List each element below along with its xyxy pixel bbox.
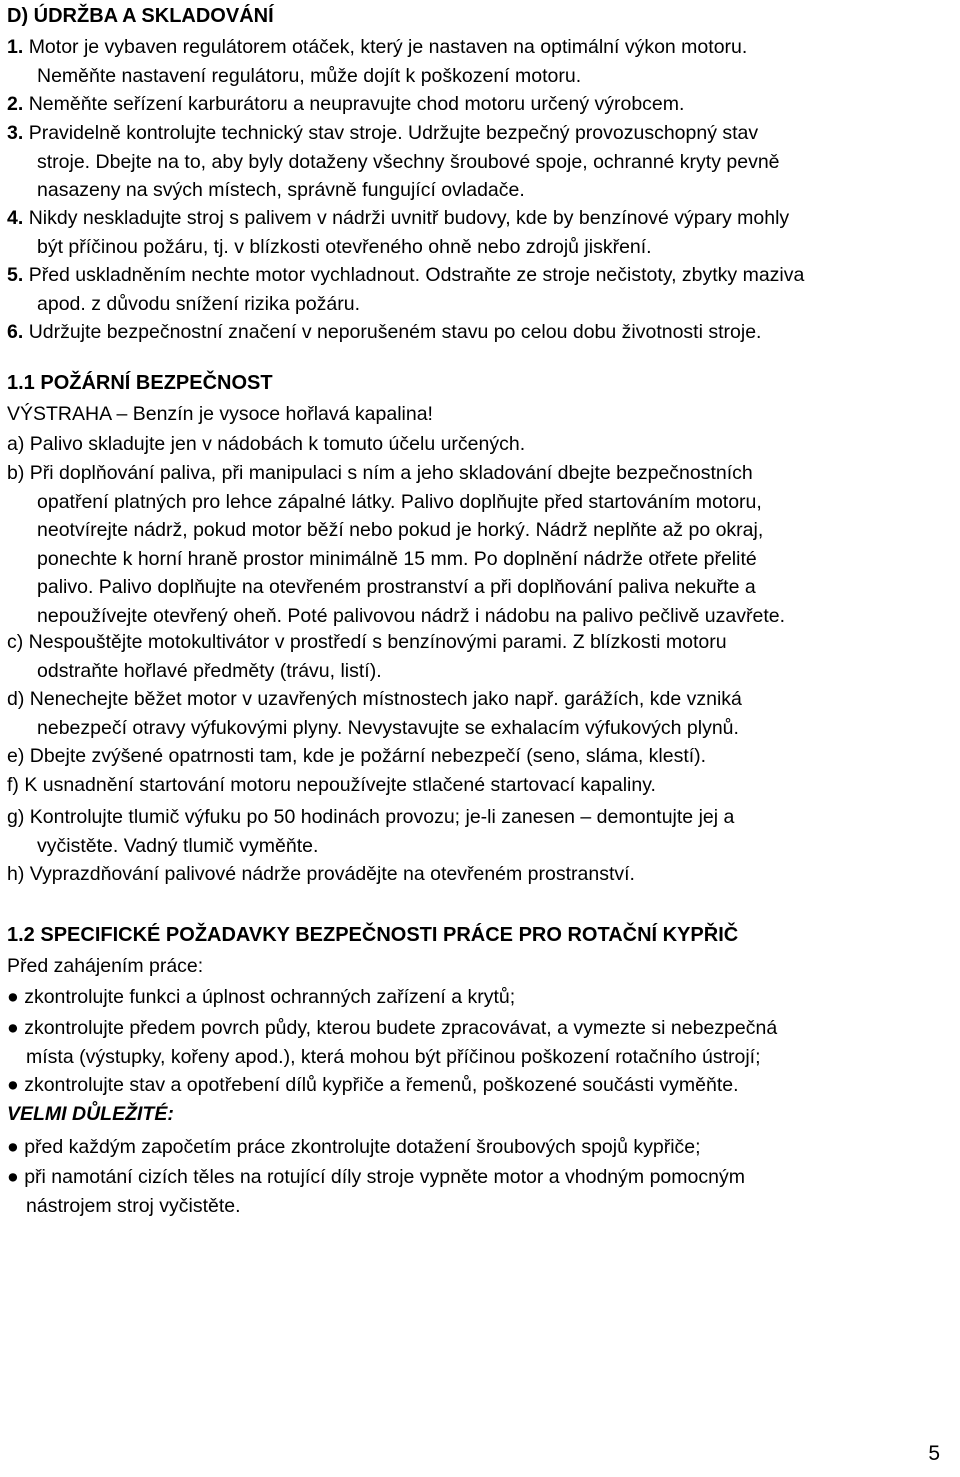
fire-safety-title: 1.1 POŽÁRNÍ BEZPEČNOST	[7, 372, 273, 394]
maintenance-item-2	[7, 90, 684, 119]
important-bolts: ● před každým započetím práce zkontrolujte dotažení šroubových spojů kypřiče;	[7, 1136, 701, 1158]
item-number: 4.	[7, 207, 24, 229]
item-text: Udržujte bezpečnostní značení v neporušeném stavu po celou dobu životnosti stroje.	[28, 321, 762, 343]
item-number: 1.	[7, 36, 24, 58]
fire-safety-item-d: d) Nenechejte běžet motor v uzavřených místnostech jako např. garážích, kde vzniká nebezpečí otravy výfukovými plyny. Nevystavujte se exhalacím výfukových plynů.	[7, 688, 742, 739]
fire-safety-item-b: b) Při doplňování paliva, při manipulaci s ním a jeho skladování dbejte bezpečnostních opatření platných pro lehce zápalné látky. Palivo doplňujte před startováním motoru, neotvírejte nádrž, pokud motor běží nebo pokud je horký. Nádrž neplňte až po okraj, ponechte k horní hraně prostor minimálně 15 mm. Po doplnění nádrže otřete přelité palivo. Palivo doplňujte na otevřeném prostranství a při doplňování paliva nekuřte a nepoužívejte otevřený oheň. Poté palivovou nádrž i nádobu na palivo pečlivě uzavřete.	[7, 462, 785, 627]
fire-safety-item-h: h) Vyprazdňování palivové nádrže provádějte na otevřeném prostranství.	[7, 863, 635, 885]
item-number: 3.	[7, 122, 24, 144]
item-number: 2.	[7, 93, 24, 115]
section-d-title: D) ÚDRŽBA A SKLADOVÁNÍ	[7, 5, 274, 27]
maintenance-item-4: 4. Nikdy neskladujte stroj s palivem v nádrži uvnitř budovy, kde by benzínové výpary mohly být příčinou požáru, tj. v blízkosti otevřeného ohně nebo zdrojů jiskření.	[7, 207, 790, 258]
tiller-check-wear: ● zkontrolujte stav a opotřebení dílů kypřiče a řemenů, poškozené součásti vyměňte.	[7, 1074, 739, 1096]
item-text: Neměňte seřízení karburátoru a neupravujte chod motoru určený výrobcem.	[28, 93, 685, 115]
tiller-safety-title: 1.2 SPECIFICKÉ POŽADAVKY BEZPEČNOSTI PRÁCE PRO ROTAČNÍ KYPŘIČ	[7, 924, 739, 946]
tiller-safety-intro: Před zahájením práce:	[7, 955, 204, 977]
important-foreign-objects: ● při namotání cizích těles na rotující díly stroje vypněte motor a vhodným pomocným nástrojem stroj vyčistěte.	[7, 1166, 745, 1217]
item-number: 6.	[7, 321, 24, 343]
fire-safety-item-e: e) Dbejte zvýšené opatrnosti tam, kde je požární nebezpečí (seno, sláma, klestí).	[7, 745, 707, 767]
fire-safety-item-g: g) Kontrolujte tlumič výfuku po 50 hodinách provozu; je-li zanesen – demontujte jej a vyčistěte. Vadný tlumič vyměňte.	[7, 806, 735, 857]
maintenance-item-6	[7, 318, 761, 347]
fire-safety-item-c: c) Nespouštějte motokultivátor v prostředí s benzínovými parami. Z blízkosti motoru odstraňte hořlavé předměty (trávu, listí).	[7, 631, 727, 682]
tiller-check-guards: ● zkontrolujte funkci a úplnost ochranných zařízení a krytů;	[7, 986, 516, 1008]
item-number: 5.	[7, 264, 24, 286]
tiller-check-soil: ● zkontrolujte předem povrch půdy, kterou budete zpracovávat, a vymezte si nebezpečná místa (výstupky, kořeny apod.), která mohou být příčinou poškození rotačního ústrojí;	[7, 1017, 778, 1068]
fire-safety-item-a: a) Palivo skladujte jen v nádobách k tomuto účelu určených.	[7, 433, 526, 455]
maintenance-item-5: 5. Před uskladněním nechte motor vychladnout. Odstraňte ze stroje nečistoty, zbytky maziva apod. z důvodu snížení rizika požáru.	[7, 264, 805, 315]
page-number: 5	[928, 1442, 940, 1465]
fire-safety-item-f: f) K usnadnění startování motoru nepoužívejte stlačené startovací kapaliny.	[7, 774, 656, 796]
fire-safety-warning: VÝSTRAHA – Benzín je vysoce hořlavá kapalina!	[7, 403, 433, 425]
important-label: VELMI DŮLEŽITÉ:	[7, 1103, 174, 1125]
maintenance-item-3: 3. Pravidelně kontrolujte technický stav stroje. Udržujte bezpečný provozuschopný stav stroje. Dbejte na to, aby byly dotaženy všechny šroubové spoje, ochranné kryty pevně nasazeny na svých místech, správně fungující ovladače.	[7, 122, 780, 201]
maintenance-item-1: 1. Motor je vybaven regulátorem otáček, který je nastaven na optimální výkon motoru. Neměňte nastavení regulátoru, může dojít k poškození motoru.	[7, 36, 748, 87]
